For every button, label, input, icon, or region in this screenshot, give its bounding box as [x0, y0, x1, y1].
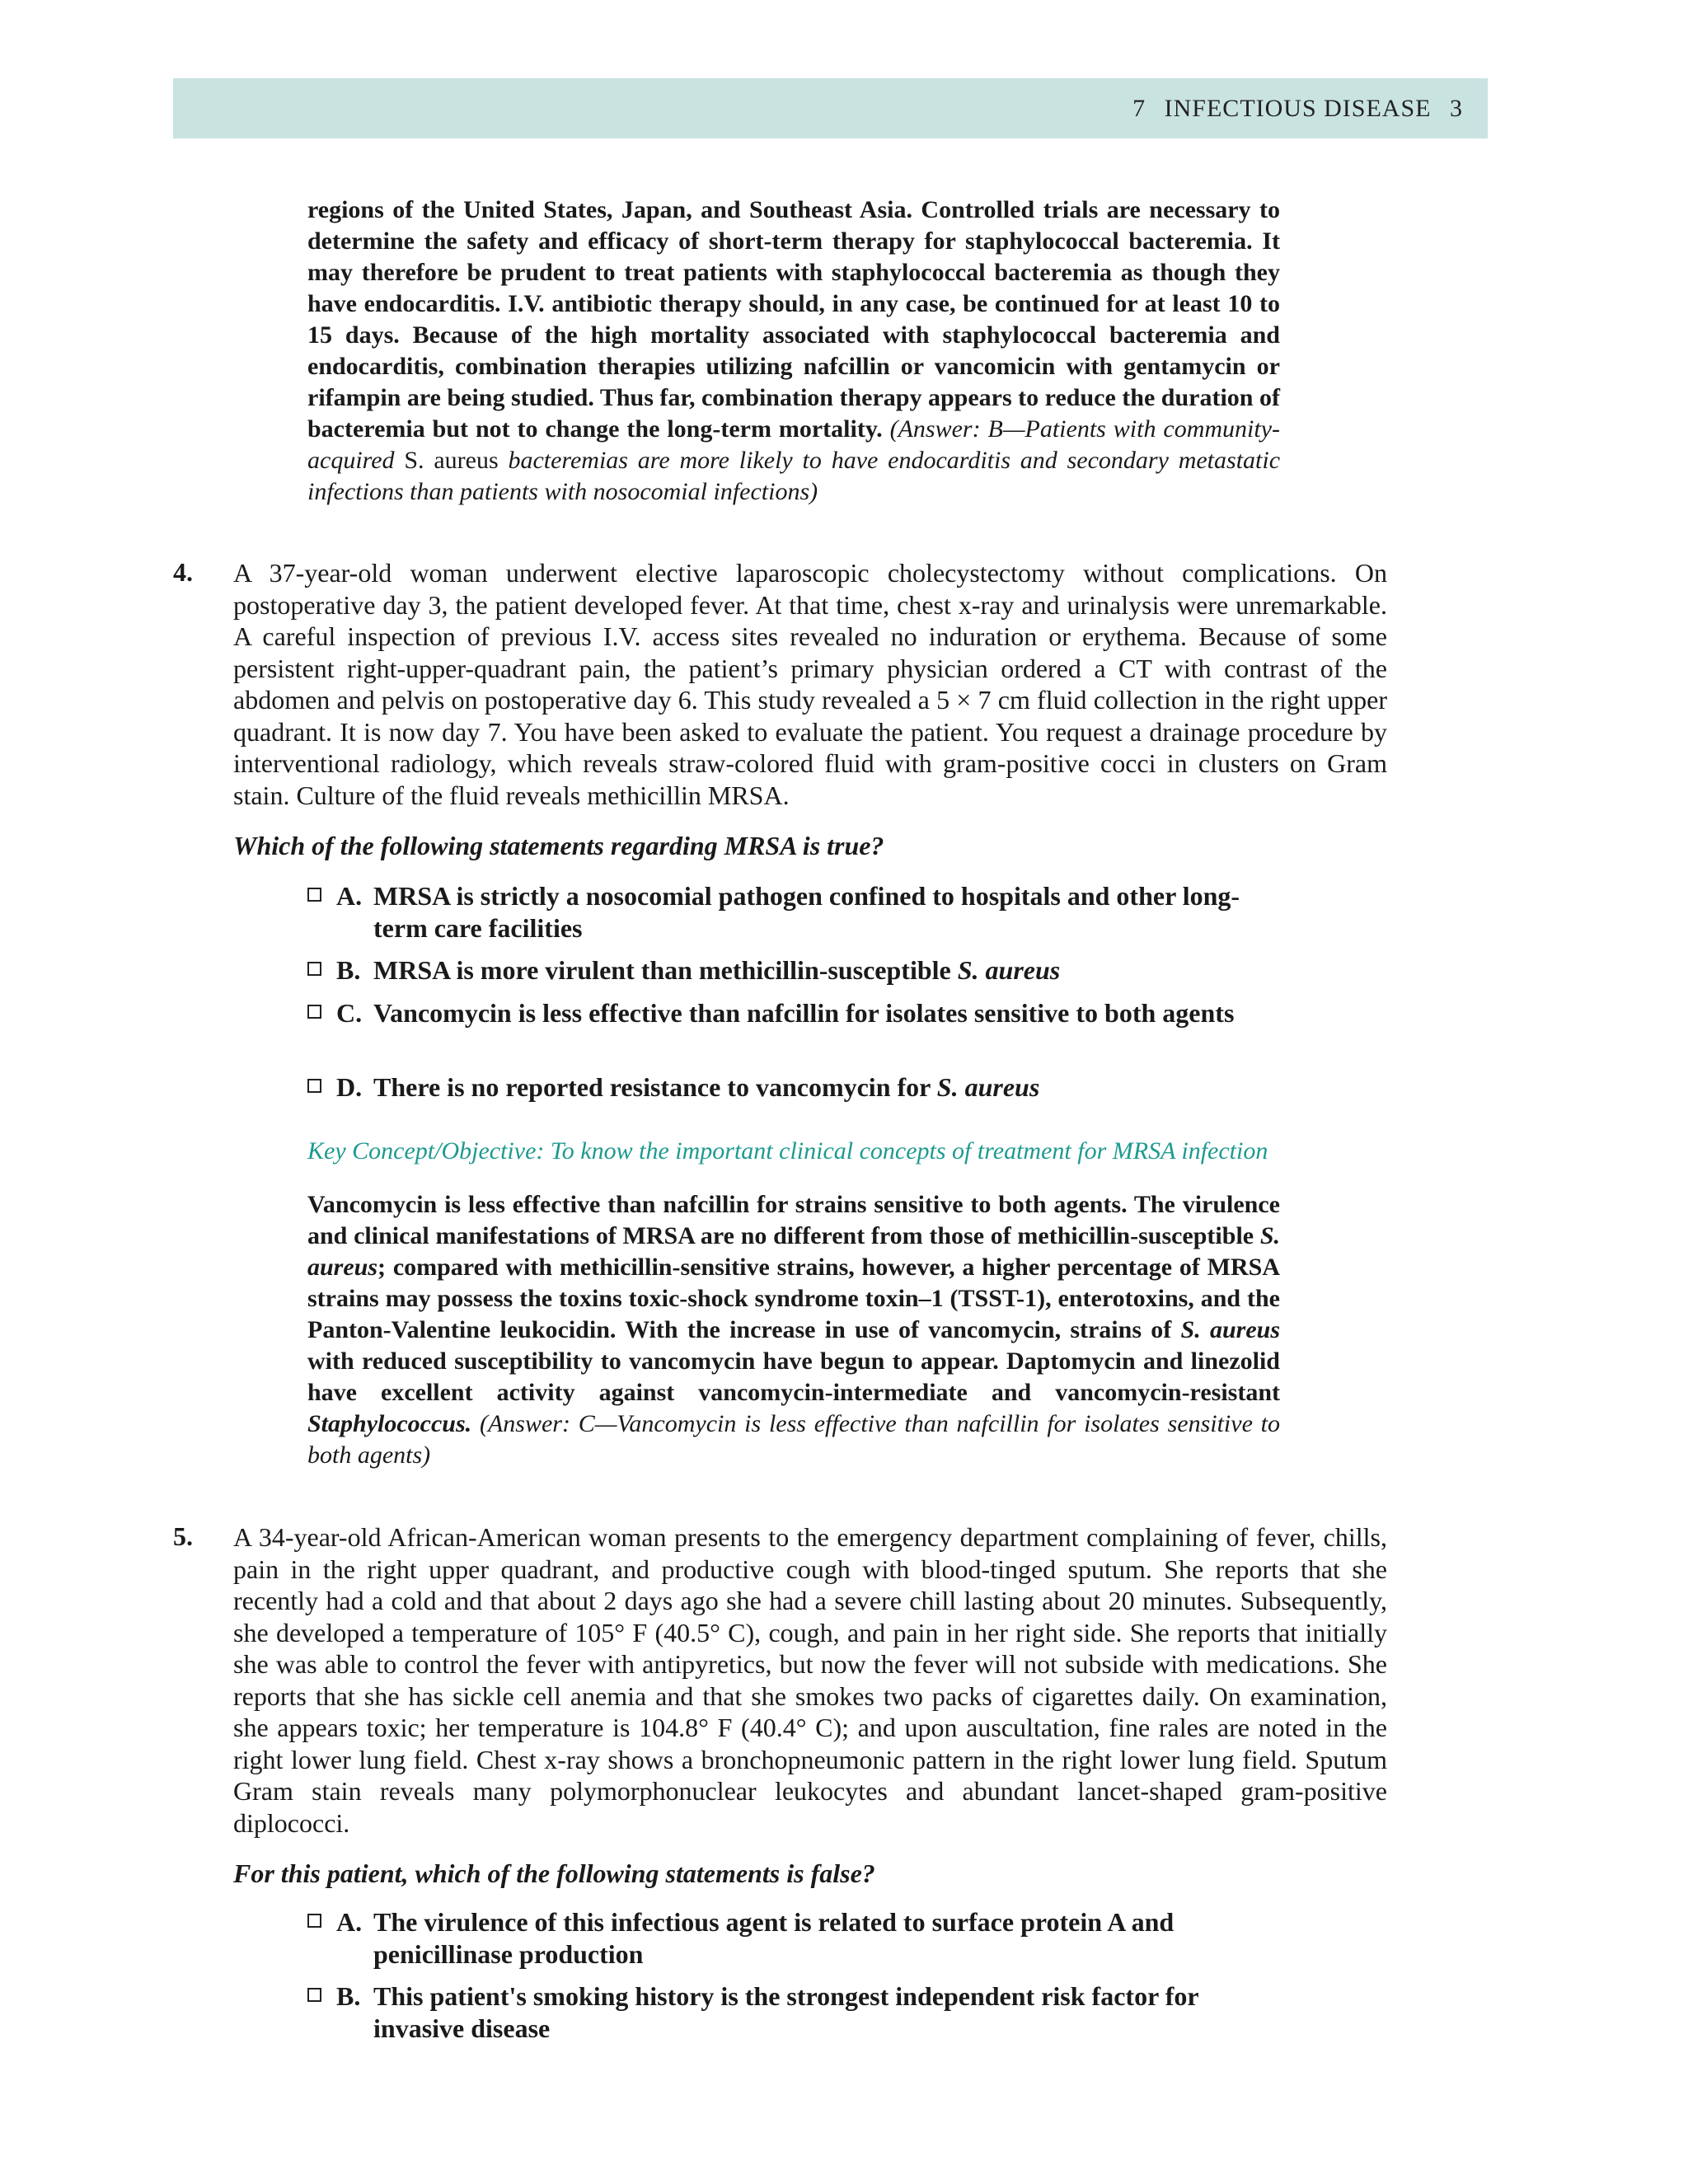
organism-name: S. aureus	[1180, 1316, 1281, 1343]
option-a[interactable]	[307, 880, 1255, 944]
checkbox[interactable]	[307, 1988, 321, 2002]
option-letter: A.	[336, 1907, 363, 1937]
option-b[interactable]	[307, 1980, 1255, 2045]
header-text	[1121, 95, 1463, 123]
option-text: MRSA is strictly a nosocomial pathogen confined to hospitals and other long-term care facilities	[373, 881, 1240, 943]
chapter-title: INFECTIOUS DISEASE	[1164, 95, 1432, 122]
option-d[interactable]	[307, 1071, 1255, 1104]
organism-name: S. aureus	[936, 1072, 1040, 1102]
discussion-q4: Vancomycin is less effective than nafcillin for strains sensitive to both agents. The virulence and clinical manifestations of MRSA are no different from those of methicillin-susceptible S. aureus; compared with methicillin-sensitive strains, however, a higher percentage of MRSA strains may possess the toxins toxic-shock syndrome toxin–1 (TSST-1), enterotoxins, and the Panton-Valentine leukocidin. With the increase in use of vancomycin, strains of S. aureus with reduced susceptibility to vancomycin have begun to appear. Daptomycin and linezolid have excellent activity against vancomycin-intermediate and vancomycin-resistant Staphylococcus. (Answer: C—Vancomycin is less effective than nafcillin for isolates sensitive to both agents)	[307, 1191, 1281, 1469]
option-letter: B.	[336, 955, 361, 985]
option-text: MRSA is more virulent than methicillin-susceptible	[373, 955, 951, 985]
answer-note: (Answer: B—Patients with community-acquired S. aureus bacteremias are more likely to have endocarditis and secondary metastatic infections than patients with nosocomial infections)	[307, 415, 1281, 505]
option-text: Vancomycin is less effective than nafcillin for isolates sensitive to both agents	[373, 998, 1235, 1028]
checkbox[interactable]	[307, 1005, 321, 1019]
question-stem: A 37-year-old woman underwent elective laparoscopic cholecystectomy without complications. On postoperative day 3, the patient developed fever. At that time, chest x-ray and urinalysis were unremarkable. A careful inspection of previous I.V. access sites revealed no induration or erythema. Because of some persistent right-upper-quadrant pain, the patient’s primary physician ordered a CT with contrast of the abdomen and pelvis on postoperative day 6. This study revealed a 5 × 7 cm fluid collection in the right upper quadrant. It is now day 7. You have been asked to evaluate the patient. You request a drainage procedure by interventional radiology, which reveals straw-colored fluid with gram-positive cocci in clusters on Gram stain. Culture of the fluid reveals methicillin MRSA.	[233, 558, 1387, 810]
discussion-body: regions of the United States, Japan, and Southeast Asia. Controlled trials are necessary to determine the safety and efficacy of short-term therapy for staphylococcal bacteremia. It may therefore be prudent to treat patients with staphylococcal bacteremia as though they have endocarditis. I.V. antibiotic therapy should, in any case, be continued for at least 10 to 15 days. Because of the high mortality associated with staphylococcal bacteremia and endocarditis, combination therapies utilizing nafcillin or vancomicin with gentamycin or rifampin are being studied. Thus far, combination therapy appears to reduce the duration of bacteremia but not to change the long-term mortality.	[307, 196, 1280, 443]
checkbox[interactable]	[307, 1914, 321, 1928]
chapter-number: 7	[1132, 95, 1146, 122]
organism-name: S. aureus	[957, 955, 1061, 985]
option-letter: C.	[336, 998, 363, 1028]
discussion-q3	[307, 194, 1280, 508]
organism-name: S. aureus	[404, 447, 499, 474]
question-stem: A 34-year-old African-American woman presents to the emergency department complaining of fever, chills, pain in the right upper quadrant, and productive cough with blood-tinged sputum. She reports that she recently had a cold and that about 2 days ago she had a severe chill lasting about 20 minutes. Subsequently, she developed a temperature of 105° F (40.5° C), cough, and pain in her right side. She reports that initially she was able to control the fever with antipyretics, but now the fever will not subside with medications. She reports that she has sickle cell anemia and that she smokes two packs of cigarettes daily. On examination, she appears toxic; her temperature is 104.8° F (40.4° C); and upon auscultation, fine rales are noted in the right lower lung field. Chest x-ray shows a bronchopneumonic pattern in the right lower lung field. Sputum Gram stain reveals many polymorphonuclear leukocytes and abundant lancet-shaped gram-positive diplococci.	[233, 1522, 1387, 1838]
option-text: This patient's smoking history is the strongest independent risk factor for invasive disease	[373, 1981, 1198, 2043]
option-c[interactable]	[307, 997, 1255, 1029]
question-number: 4.	[173, 557, 193, 587]
option-a[interactable]	[307, 1906, 1255, 1971]
option-text: There is no reported resistance to vancomycin for	[373, 1072, 931, 1102]
option-letter: B.	[336, 1981, 361, 2011]
option-b[interactable]	[307, 954, 1255, 987]
option-letter: A.	[336, 881, 363, 911]
question-number: 5.	[173, 1521, 193, 1551]
key-concept: Key Concept/Objective: To know the important clinical concepts of treatment for MRSA infection	[307, 1137, 1268, 1165]
option-letter: D.	[336, 1072, 363, 1102]
answer-note: (Answer: C—Vancomycin is less effective than nafcillin for isolates sensitive to both agents)	[307, 1410, 1281, 1469]
checkbox[interactable]	[307, 888, 321, 902]
question-prompt: For this patient, which of the following statements is false?	[233, 1858, 875, 1888]
checkbox[interactable]	[307, 962, 321, 976]
page-number: 3	[1450, 95, 1463, 122]
organism-name: Staphylococcus.	[307, 1410, 472, 1437]
organism-name: S. aureus	[307, 1222, 1280, 1281]
running-header	[173, 78, 1488, 138]
question-prompt: Which of the following statements regarding MRSA is true?	[233, 831, 884, 860]
option-text: The virulence of this infectious agent is related to surface protein A and penicillinase production	[373, 1907, 1175, 1969]
checkbox[interactable]	[307, 1079, 321, 1093]
